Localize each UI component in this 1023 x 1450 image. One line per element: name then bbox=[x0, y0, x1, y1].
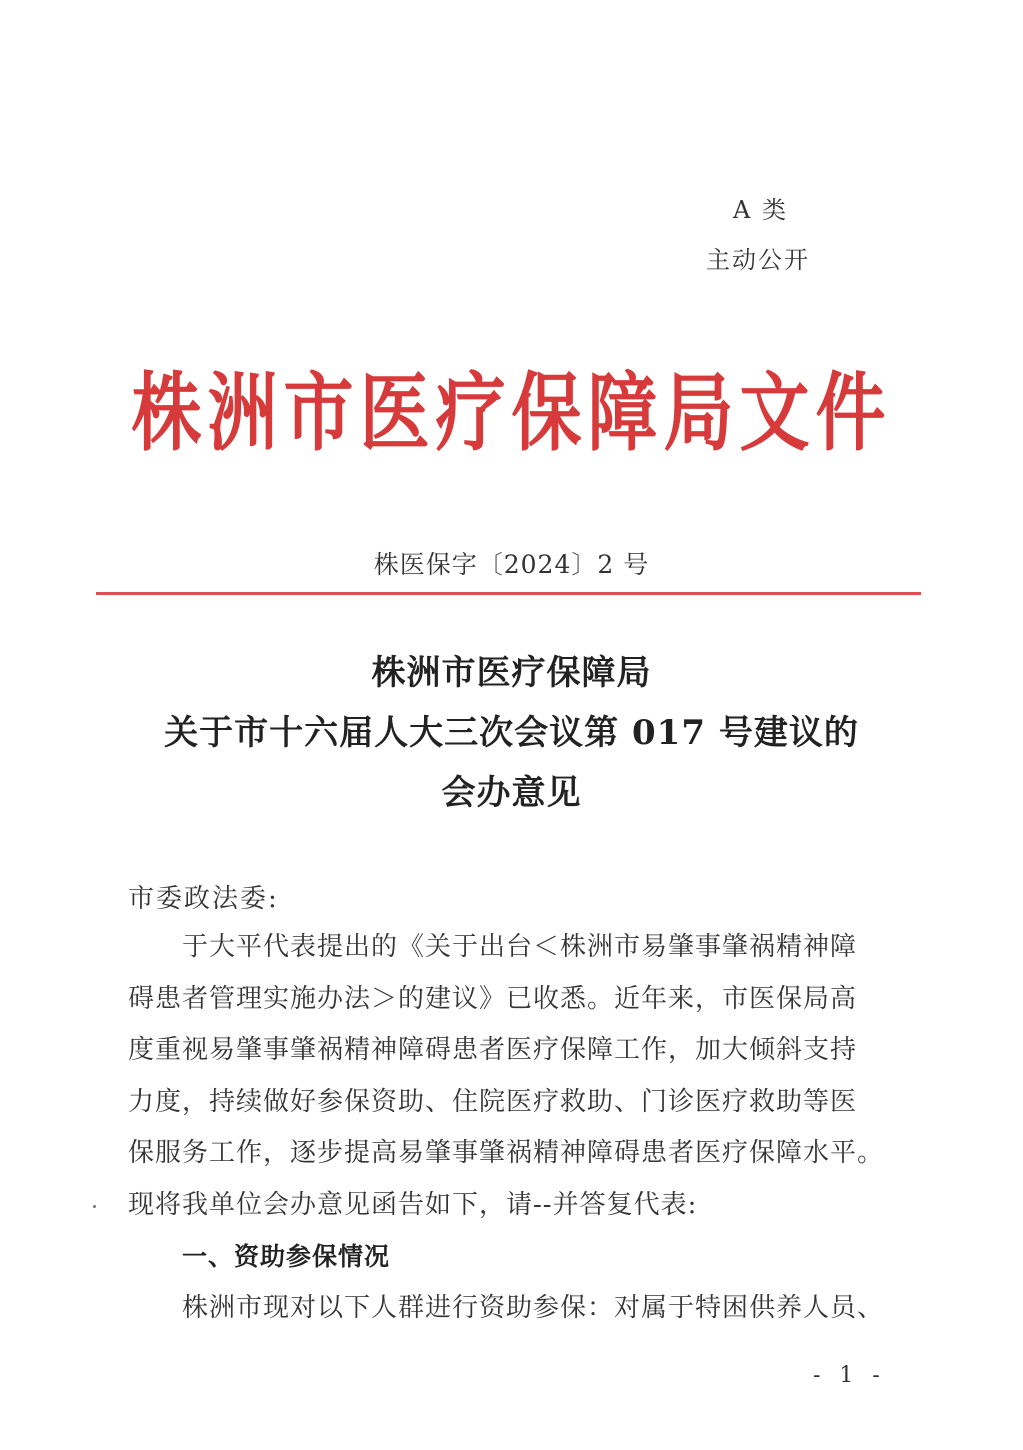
scan-speck bbox=[93, 1205, 96, 1208]
salutation: 市委政法委: bbox=[128, 884, 279, 914]
body-text bbox=[128, 922, 888, 1334]
body-line: 株洲市现对以下人群进行资助参保：对属于特困供养人员、 bbox=[182, 1292, 885, 1323]
body-line: 度重视易肇事肇祸精神障碍患者医疗保障工作，加大倾斜支持 bbox=[128, 1035, 858, 1065]
body-line: 于大平代表提出的《关于出台＜株洲市易肇事肇祸精神障 bbox=[182, 932, 858, 962]
title-line-1: 株洲市医疗保障局 bbox=[371, 653, 652, 693]
body-line: 力度，持续做好参保资助、住院医疗救助、门诊医疗救助等医 bbox=[128, 1086, 858, 1117]
section-heading: 一、资助参保情况 bbox=[182, 1242, 391, 1271]
title-line-3: 会办意见 bbox=[441, 773, 582, 813]
title-line-2: 关于市十六届人大三次会议第 017 号建议的 bbox=[164, 713, 859, 753]
document-number: 株医保字〔2024〕2 号 bbox=[373, 550, 650, 579]
issuer-banner: 株洲市医疗保障局文件 bbox=[131, 363, 892, 464]
classification-label: A 类 bbox=[733, 196, 788, 224]
page-number: - 1 - bbox=[813, 1363, 886, 1388]
body-line: 碍患者管理实施办法＞的建议》已收悉。近年来，市医保局高 bbox=[128, 983, 858, 1014]
disclosure-label: 主动公开 bbox=[706, 246, 810, 274]
red-divider bbox=[96, 592, 921, 595]
body-line: 保服务工作，逐步提高易肇事肇祸精神障碍患者医疗保障水平。 bbox=[128, 1138, 885, 1168]
body-line: 现将我单位会办意见函告如下，请--并答复代表: bbox=[128, 1189, 698, 1220]
